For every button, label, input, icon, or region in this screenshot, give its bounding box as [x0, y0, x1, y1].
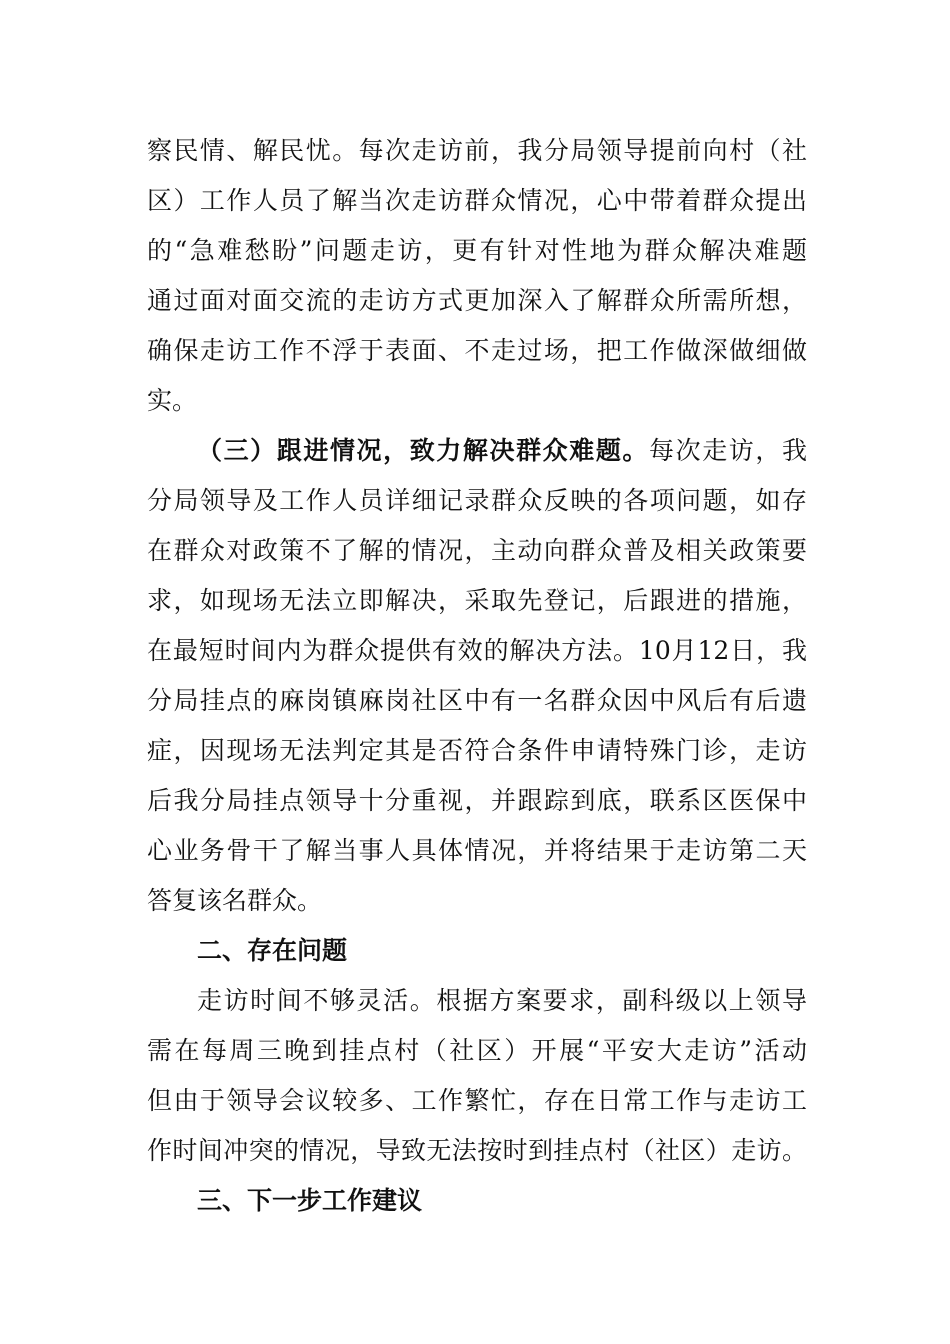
text-line: 答复该名群众。 [147, 886, 323, 915]
text-line: 求，如现场无法立即解决，采取先登记，后跟进的措施， [147, 586, 807, 615]
text-line: 通过面对面交流的走访方式更加深入了解群众所需所想， [147, 286, 807, 315]
text-line: 分局挂点的麻岗镇麻岗社区中有一名群众因中风后有后遗 [147, 686, 807, 715]
text-line: 走访时间不够灵活。根据方案要求，副科级以上领导 [197, 986, 807, 1015]
text-line: 在群众对政策不了解的情况，主动向群众普及相关政策要 [147, 536, 807, 565]
text-line: 实。 [147, 386, 198, 415]
text-line: 确保走访工作不浮于表面、不走过场，把工作做深做细做 [147, 336, 807, 365]
text-line: 心业务骨干了解当事人具体情况，并将结果于走访第二天 [147, 836, 807, 865]
text-line: 需在每周三晚到挂点村（社区）开展“平安大走访”活动 [147, 1036, 807, 1065]
text-line: 区）工作人员了解当次走访群众情况，心中带着群众提出 [147, 186, 807, 215]
text-line: 后我分局挂点领导十分重视，并跟踪到底，联系区医保中 [147, 786, 807, 815]
section-3-first-line [197, 431, 807, 471]
text-line: 分局领导及工作人员详细记录群众反映的各项问题，如存 [147, 486, 807, 515]
section-3-heading: （三）跟进情况，致力解决群众难题。 [197, 436, 650, 465]
text-line: 但由于领导会议较多、工作繁忙，存在日常工作与走访工 [147, 1086, 807, 1115]
text-line: 在最短时间内为群众提供有效的解决方法。10月12日，我 [147, 636, 807, 665]
section-3-first-line-text: 每次走访，我 [649, 436, 807, 465]
part-2-heading: 二、存在问题 [197, 936, 348, 965]
text-line: 察民情、解民忧。每次走访前，我分局领导提前向村（社 [147, 136, 807, 165]
text-line: 症，因现场无法判定其是否符合条件申请特殊门诊，走访 [147, 736, 807, 765]
text-line: 作时间冲突的情况，导致无法按时到挂点村（社区）走访。 [147, 1136, 807, 1165]
part-3-heading: 三、下一步工作建议 [197, 1186, 423, 1215]
text-line: 的“急难愁盼”问题走访，更有针对性地为群众解决难题 [147, 236, 807, 265]
